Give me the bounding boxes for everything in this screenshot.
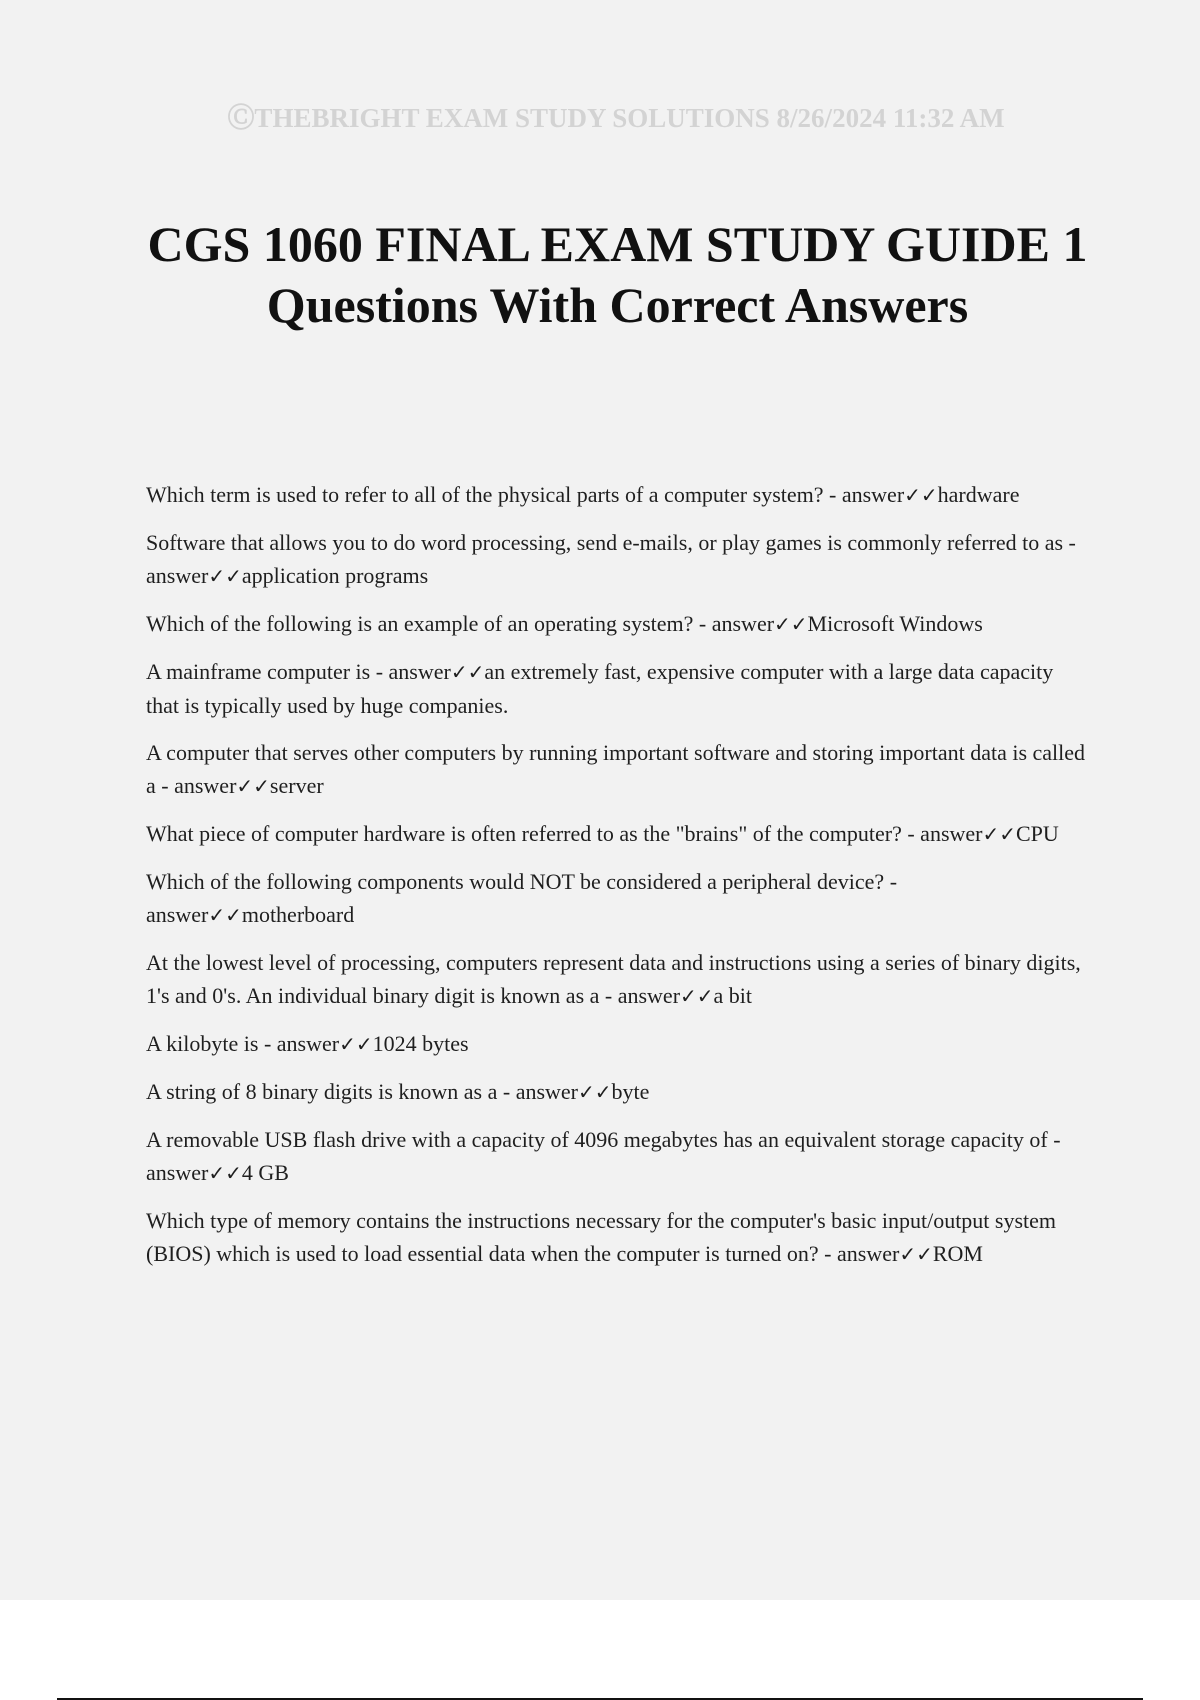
question-text: At the lowest level of processing, computers represent data and instructions using a series of binary digits, 1's and 0's. An individual binary digit is known as a - answer bbox=[146, 950, 1081, 1008]
answer-text: an extremely fast, expensive computer with a large data capacity that is typically used by huge companies. bbox=[146, 659, 1054, 718]
qa-item bbox=[146, 655, 1086, 722]
answer-text: Microsoft Windows bbox=[807, 611, 983, 636]
page-title bbox=[120, 214, 1115, 336]
question-text: A removable USB flash drive with a capacity of 4096 megabytes has an equivalent storage capacity of - answer bbox=[146, 1127, 1061, 1185]
question-text: A mainframe computer is - answer bbox=[146, 659, 451, 684]
answer-text: 4 GB bbox=[241, 1160, 289, 1185]
question-text: Which term is used to refer to all of the physical parts of a computer system? - answer bbox=[146, 482, 905, 507]
question-text: A kilobyte is - answer bbox=[146, 1031, 340, 1056]
qa-item bbox=[146, 736, 1086, 803]
answer-text: motherboard bbox=[241, 902, 355, 927]
double-check-icon: ✓✓ bbox=[450, 660, 485, 684]
answer-text: CPU bbox=[1016, 821, 1059, 846]
double-check-icon: ✓✓ bbox=[904, 483, 938, 507]
qa-item bbox=[146, 1075, 1086, 1109]
answer-text: byte bbox=[611, 1079, 650, 1104]
double-check-icon: ✓✓ bbox=[899, 1242, 933, 1266]
question-text: A computer that serves other computers by running important software and storing important data is called a - answer bbox=[146, 740, 1086, 798]
qa-item bbox=[146, 865, 1086, 932]
double-check-icon: ✓✓ bbox=[208, 903, 242, 927]
answer-text: server bbox=[269, 773, 324, 798]
qa-item bbox=[146, 1123, 1086, 1190]
question-text: Which type of memory contains the instructions necessary for the computer's basic input/output system (BIOS) which is used to load essential data when the computer is turned on? - answer bbox=[146, 1208, 1057, 1266]
answer-text: 1024 bytes bbox=[372, 1031, 469, 1056]
qa-item bbox=[146, 817, 1086, 851]
double-check-icon: ✓✓ bbox=[774, 612, 808, 636]
question-text: A string of 8 binary digits is known as a - answer bbox=[146, 1079, 578, 1104]
qa-item bbox=[146, 1027, 1086, 1061]
question-text: Which of the following components would NOT be considered a peripheral device? - answer bbox=[146, 869, 898, 927]
answer-text: hardware bbox=[937, 482, 1020, 507]
answer-text: a bit bbox=[713, 983, 753, 1008]
answer-text: ROM bbox=[932, 1241, 983, 1266]
question-text: What piece of computer hardware is often referred to as the "brains" of the computer? - answer bbox=[146, 821, 983, 846]
title-line-2: Questions With Correct Answers bbox=[266, 277, 969, 333]
double-check-icon: ✓✓ bbox=[208, 1161, 242, 1185]
double-check-icon: ✓✓ bbox=[578, 1080, 612, 1104]
watermark-text: ⒸTHEBRIGHT EXAM STUDY SOLUTIONS 8/26/2024 11:32 AM bbox=[227, 103, 1005, 133]
question-text: Software that allows you to do word processing, send e-mails, or play games is commonly referred to as - answer bbox=[146, 530, 1076, 588]
double-check-icon: ✓✓ bbox=[339, 1032, 373, 1056]
double-check-icon: ✓✓ bbox=[236, 774, 270, 798]
qa-item bbox=[146, 946, 1086, 1013]
double-check-icon: ✓✓ bbox=[680, 984, 714, 1008]
double-check-icon: ✓✓ bbox=[208, 564, 242, 588]
qa-item bbox=[146, 526, 1086, 593]
answer-text: application programs bbox=[241, 563, 429, 588]
qa-item bbox=[146, 607, 1086, 641]
qa-item bbox=[146, 1204, 1086, 1271]
title-line-1: CGS 1060 FINAL EXAM STUDY GUIDE 1 bbox=[147, 216, 1088, 272]
qa-item bbox=[146, 478, 1086, 512]
question-answer-list bbox=[146, 478, 1086, 1285]
question-text: Which of the following is an example of an operating system? - answer bbox=[146, 611, 775, 636]
double-check-icon: ✓✓ bbox=[982, 822, 1016, 846]
